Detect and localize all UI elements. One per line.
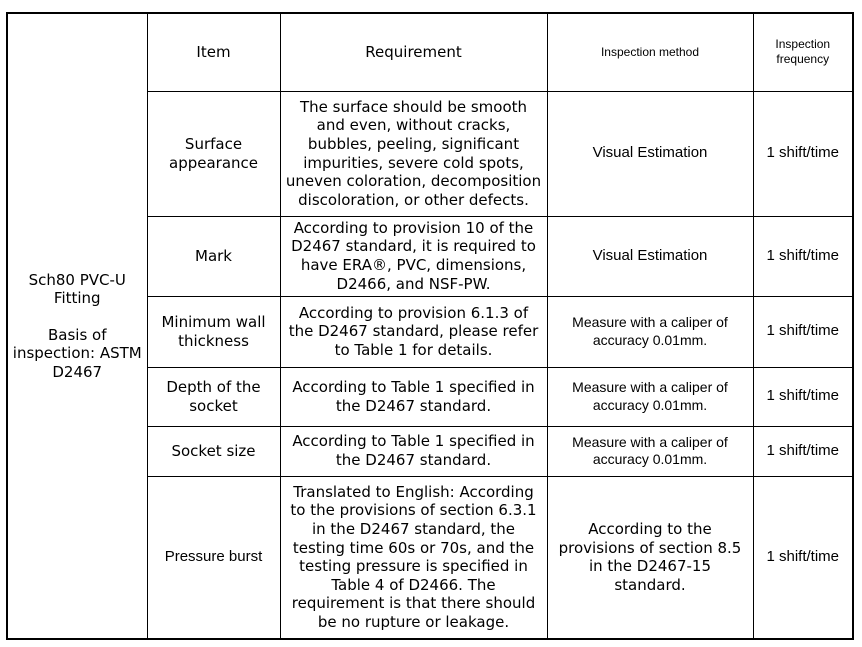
requirement-cell: Translated to English: According to the provisions of section 6.3.1 in the D2467 standard, the testing time 60s or 70s, and the testing pressure is specified in Table 4 of D2466. The requirement is that there should be no rupture or leakage. — [280, 476, 547, 639]
item-cell: Mark — [147, 216, 280, 296]
requirement-cell: According to Table 1 specified in the D2467 standard. — [280, 367, 547, 426]
item-cell: Depth of the socket — [147, 367, 280, 426]
method-cell: Visual Estimation — [547, 216, 753, 296]
header-inspection-frequency: Inspection frequency — [753, 13, 853, 91]
method-cell: Measure with a caliper of accuracy 0.01mm. — [547, 426, 753, 476]
frequency-cell: 1 shift/time — [753, 296, 853, 367]
inspection-basis: Basis of inspection: ASTM D2467 — [12, 325, 142, 381]
frequency-cell: 1 shift/time — [753, 426, 853, 476]
item-cell: Pressure burst — [147, 476, 280, 639]
frequency-cell: 1 shift/time — [753, 367, 853, 426]
requirement-cell: The surface should be smooth and even, without cracks, bubbles, peeling, significant impurities, severe cold spots, uneven coloration, decomposition discoloration, or other defects. — [280, 91, 547, 216]
frequency-cell: 1 shift/time — [753, 91, 853, 216]
method-cell: Visual Estimation — [547, 91, 753, 216]
method-cell: Measure with a caliper of accuracy 0.01mm. — [547, 296, 753, 367]
inspection-table — [6, 12, 854, 640]
product-name: Sch80 PVC-U Fitting — [28, 270, 126, 308]
method-cell: According to the provisions of section 8.5 in the D2467-15 standard. — [547, 476, 753, 639]
requirement-cell: According to provision 10 of the D2467 standard, it is required to have ERA®, PVC, dimensions, D2466, and NSF-PW. — [280, 216, 547, 296]
frequency-cell: 1 shift/time — [753, 216, 853, 296]
header-requirement: Requirement — [280, 13, 547, 91]
requirement-cell: According to provision 6.1.3 of the D2467 standard, please refer to Table 1 for details. — [280, 296, 547, 367]
item-cell: Minimum wall thickness — [147, 296, 280, 367]
item-cell: Socket size — [147, 426, 280, 476]
header-item: Item — [147, 13, 280, 91]
header-row — [7, 13, 853, 91]
subject-gap — [12, 308, 143, 326]
item-cell: Surface appearance — [147, 91, 280, 216]
header-inspection-method: Inspection method — [547, 13, 753, 91]
frequency-cell: 1 shift/time — [753, 476, 853, 639]
subject-cell — [7, 13, 147, 639]
method-cell: Measure with a caliper of accuracy 0.01mm. — [547, 367, 753, 426]
requirement-cell: According to Table 1 specified in the D2467 standard. — [280, 426, 547, 476]
